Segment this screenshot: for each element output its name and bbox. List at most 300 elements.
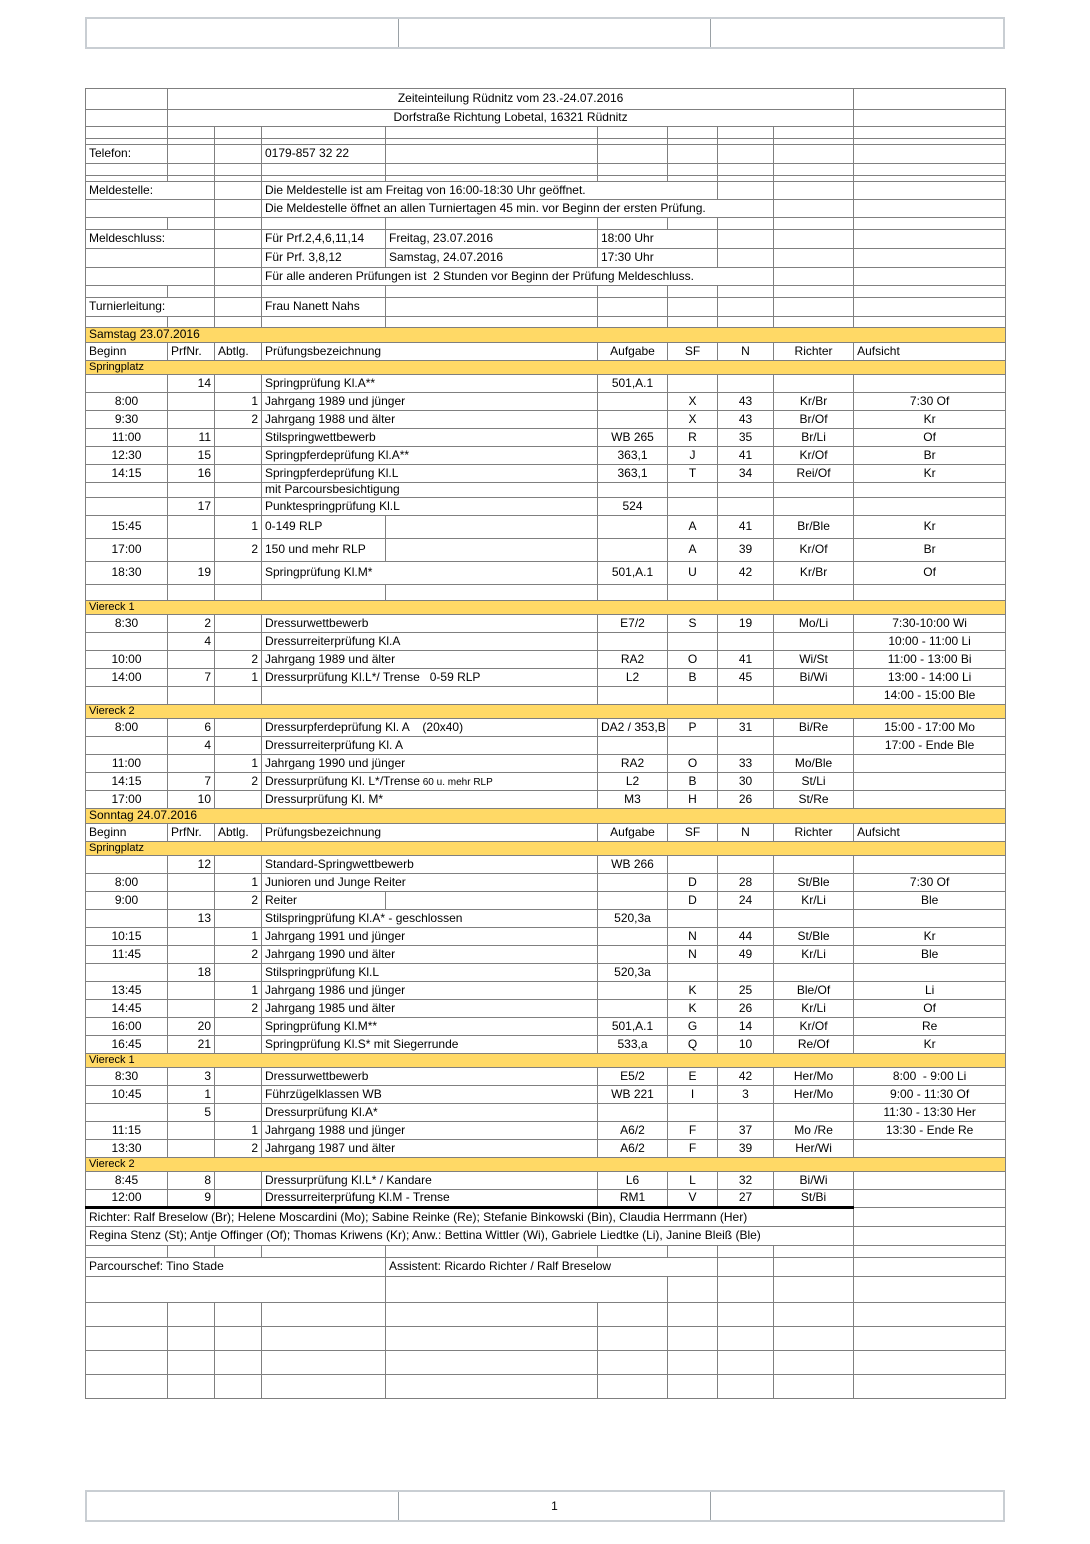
cell-sf bbox=[668, 737, 718, 755]
info-cell bbox=[774, 268, 854, 286]
schedule-row bbox=[86, 1086, 1006, 1104]
cell-sf: P bbox=[668, 719, 718, 737]
cell-aufgabe: 363,1 bbox=[598, 465, 668, 483]
cell-n: 44 bbox=[718, 928, 774, 946]
cell-prfnr: 21 bbox=[168, 1036, 215, 1054]
cell-sf bbox=[668, 633, 718, 651]
cell-prfnr bbox=[168, 1122, 215, 1140]
cell-aufsicht: 11:30 - 13:30 Her bbox=[854, 1104, 1006, 1122]
info-cell: Für Prf.2,4,6,11,14 bbox=[262, 230, 386, 249]
cell-richter: Wi/St bbox=[774, 651, 854, 669]
empty-cell bbox=[718, 1351, 774, 1375]
cell-pruefung: Stilspringwettbewerb bbox=[262, 429, 598, 447]
empty-cell bbox=[668, 164, 718, 176]
cell-sf: J bbox=[668, 447, 718, 465]
cell-beginn: 14:15 bbox=[86, 465, 168, 483]
empty-cell bbox=[718, 1327, 774, 1351]
cell-sf: Q bbox=[668, 1036, 718, 1054]
cell-richter: Re/Of bbox=[774, 1036, 854, 1054]
band-label: Springplatz bbox=[86, 361, 1006, 375]
empty-cell bbox=[86, 286, 168, 298]
cell-sf: G bbox=[668, 1018, 718, 1036]
cell-pruefung: Dressurprüfung Kl.L* / Kandare bbox=[262, 1172, 598, 1190]
cell-n: 14 bbox=[718, 1018, 774, 1036]
info-cell bbox=[598, 145, 668, 164]
info-cell bbox=[774, 200, 854, 218]
cell-sf: B bbox=[668, 773, 718, 791]
cell-pruefung: Junioren und Junge Reiter bbox=[262, 874, 598, 892]
info-cell bbox=[718, 298, 774, 317]
cell-pruefung: Jahrgang 1988 und jünger bbox=[262, 1122, 598, 1140]
column-header: N bbox=[718, 343, 774, 361]
cell-abtlg bbox=[215, 1190, 262, 1208]
footer-right-cell bbox=[711, 1492, 1003, 1520]
empty-cell bbox=[668, 1351, 718, 1375]
cell-sf bbox=[668, 375, 718, 393]
cell-beginn: 11:15 bbox=[86, 1122, 168, 1140]
cell-pruefung: Jahrgang 1991 und jünger bbox=[262, 928, 598, 946]
cell-n: 24 bbox=[718, 892, 774, 910]
empty-cell bbox=[386, 317, 598, 328]
section-band bbox=[86, 809, 1006, 824]
empty-cell bbox=[262, 317, 386, 328]
cell-pruefung: Dressurreiterprüfung Kl.M - Trense bbox=[262, 1190, 598, 1208]
cell-abtlg bbox=[215, 562, 262, 585]
empty-row bbox=[86, 1351, 1006, 1375]
empty-cell bbox=[598, 286, 668, 298]
cell-richter: Br/Li bbox=[774, 429, 854, 447]
cell-pruefung: Jahrgang 1990 und älter bbox=[262, 946, 598, 964]
cell-richter bbox=[774, 687, 854, 705]
cell-aufsicht: Kr bbox=[854, 928, 1006, 946]
info-cell: Frau Nanett Nahs bbox=[262, 298, 386, 317]
empty-cell bbox=[215, 1327, 262, 1351]
cell-sf: L bbox=[668, 1172, 718, 1190]
cell-abtlg: 1 bbox=[215, 516, 262, 539]
schedule-row bbox=[86, 946, 1006, 964]
cell-pruefung: Dressurpferdeprüfung Kl. A (20x40) bbox=[262, 719, 598, 737]
cell-richter: Kr/Br bbox=[774, 562, 854, 585]
cell-aufsicht bbox=[854, 1172, 1006, 1190]
empty-cell bbox=[854, 317, 1006, 328]
info-cell bbox=[668, 1277, 718, 1303]
cell-sf: V bbox=[668, 1190, 718, 1208]
cell-pruefung: Jahrgang 1988 und älter bbox=[262, 411, 598, 429]
cell-richter: Rei/Of bbox=[774, 465, 854, 483]
empty-row bbox=[86, 585, 1006, 601]
empty-cell bbox=[86, 1375, 168, 1399]
cell-pruefung: Springprüfung Kl.M** bbox=[262, 1018, 598, 1036]
cell-prfnr: 19 bbox=[168, 562, 215, 585]
cell-richter: Bi/Wi bbox=[774, 669, 854, 687]
cell-pruefung: Dressurwettbewerb bbox=[262, 1068, 598, 1086]
cell-n bbox=[718, 964, 774, 982]
empty-cell bbox=[718, 317, 774, 328]
cell-prfnr: 18 bbox=[168, 964, 215, 982]
cell-n: 39 bbox=[718, 1140, 774, 1158]
info-cell bbox=[854, 230, 1006, 249]
empty-cell bbox=[718, 164, 774, 176]
cell-richter: Kr/Br bbox=[774, 393, 854, 411]
cell-pruefung: 150 und mehr RLP bbox=[262, 539, 386, 562]
band-label: Sonntag 24.07.2016 bbox=[86, 809, 1006, 824]
empty-cell bbox=[668, 585, 718, 601]
empty-cell bbox=[774, 286, 854, 298]
empty-cell bbox=[168, 1327, 215, 1351]
cell-prfnr bbox=[168, 874, 215, 892]
cell-prfnr: 20 bbox=[168, 1018, 215, 1036]
cell-richter: St/Ble bbox=[774, 874, 854, 892]
info-cell bbox=[86, 89, 168, 110]
cell-n bbox=[718, 498, 774, 516]
cell-beginn bbox=[86, 737, 168, 755]
cell-aufsicht: Of bbox=[854, 429, 1006, 447]
cell-abtlg: 1 bbox=[215, 669, 262, 687]
info-cell bbox=[854, 200, 1006, 218]
cell-aufsicht: Kr bbox=[854, 411, 1006, 429]
info-cell bbox=[215, 230, 262, 249]
cell-aufsicht: Kr bbox=[854, 516, 1006, 539]
cell-prfnr: 7 bbox=[168, 669, 215, 687]
empty-cell bbox=[718, 127, 774, 139]
info-cell bbox=[774, 145, 854, 164]
empty-cell bbox=[774, 1246, 854, 1258]
info-row bbox=[86, 1277, 1006, 1303]
cell-sf bbox=[668, 856, 718, 874]
cell-n: 10 bbox=[718, 1036, 774, 1054]
cell-abtlg: 1 bbox=[215, 1122, 262, 1140]
cell-beginn bbox=[86, 1104, 168, 1122]
schedule-row bbox=[86, 375, 1006, 393]
cell-n: 33 bbox=[718, 755, 774, 773]
cell-aufsicht: 9:00 - 11:30 Of bbox=[854, 1086, 1006, 1104]
cell-aufgabe bbox=[598, 516, 668, 539]
cell-n: 25 bbox=[718, 982, 774, 1000]
empty-cell bbox=[215, 585, 262, 601]
cell-beginn: 9:00 bbox=[86, 892, 168, 910]
empty-cell bbox=[215, 286, 262, 298]
cell-prfnr: 3 bbox=[168, 1068, 215, 1086]
cell-pruefung: Dressurreiterprüfung Kl.A bbox=[262, 633, 598, 651]
cell-prfnr bbox=[168, 411, 215, 429]
cell-aufsicht bbox=[854, 964, 1006, 982]
cell-pruefung: Stilspringprüfung Kl.L bbox=[262, 964, 598, 982]
cell-beginn: 10:15 bbox=[86, 928, 168, 946]
cell-prfnr bbox=[168, 755, 215, 773]
cell-prfnr bbox=[168, 483, 215, 498]
cell-prfnr bbox=[168, 982, 215, 1000]
page-header-bar bbox=[85, 17, 1005, 49]
cell-aufgabe: 501,A.1 bbox=[598, 1018, 668, 1036]
empty-cell bbox=[386, 585, 598, 601]
cell-n bbox=[718, 633, 774, 651]
cell-prfnr bbox=[168, 946, 215, 964]
cell-prfnr bbox=[168, 892, 215, 910]
cell-aufgabe: A6/2 bbox=[598, 1122, 668, 1140]
empty-row bbox=[86, 317, 1006, 328]
cell-aufsicht: Kr bbox=[854, 1036, 1006, 1054]
empty-cell bbox=[774, 1351, 854, 1375]
cell-aufsicht: Of bbox=[854, 562, 1006, 585]
cell-sf: E bbox=[668, 1068, 718, 1086]
cell-aufsicht: 10:00 - 11:00 Li bbox=[854, 633, 1006, 651]
empty-cell bbox=[854, 1246, 1006, 1258]
cell-richter bbox=[774, 910, 854, 928]
info-row bbox=[86, 182, 1006, 200]
schedule-row bbox=[86, 447, 1006, 465]
page-footer-bar bbox=[85, 1490, 1005, 1522]
empty-cell bbox=[598, 218, 668, 230]
cell-richter: Mo /Re bbox=[774, 1122, 854, 1140]
cell-abtlg: 2 bbox=[215, 411, 262, 429]
cell-aufsicht: Ble bbox=[854, 946, 1006, 964]
column-header: SF bbox=[668, 343, 718, 361]
column-header-row bbox=[86, 824, 1006, 842]
column-header: Aufsicht bbox=[854, 343, 1006, 361]
cell-aufsicht: Br bbox=[854, 539, 1006, 562]
cell-pruefung: Jahrgang 1989 und jünger bbox=[262, 393, 598, 411]
cell-n: 41 bbox=[718, 651, 774, 669]
info-cell bbox=[718, 182, 774, 200]
schedule-row bbox=[86, 964, 1006, 982]
empty-cell bbox=[668, 286, 718, 298]
empty-cell bbox=[854, 1327, 1006, 1351]
empty-cell bbox=[854, 585, 1006, 601]
column-header: Prüfungsbezeichnung bbox=[262, 343, 598, 361]
info-row bbox=[86, 1258, 1006, 1277]
empty-cell bbox=[854, 1351, 1006, 1375]
header-center-cell bbox=[399, 19, 711, 47]
empty-cell bbox=[168, 317, 215, 328]
info-cell bbox=[718, 230, 774, 249]
cell-aufsicht bbox=[854, 498, 1006, 516]
cell-n: 32 bbox=[718, 1172, 774, 1190]
cell-pruefung: Springpferdeprüfung Kl.A** bbox=[262, 447, 598, 465]
cell-beginn: 12:00 bbox=[86, 1190, 168, 1208]
cell-beginn: 14:45 bbox=[86, 1000, 168, 1018]
cell-pruefung: Führzügelklassen WB bbox=[262, 1086, 598, 1104]
schedule-row bbox=[86, 719, 1006, 737]
cell-prfnr: 12 bbox=[168, 856, 215, 874]
cell-pruefung: Dressurprüfung Kl.L*/ Trense 0-59 RLP bbox=[262, 669, 598, 687]
cell-pruefung: Jahrgang 1985 und älter bbox=[262, 1000, 598, 1018]
info-cell bbox=[854, 1227, 1006, 1246]
cell-pruefung: Jahrgang 1990 und jünger bbox=[262, 755, 598, 773]
cell-beginn: 8:30 bbox=[86, 1068, 168, 1086]
empty-cell bbox=[668, 1375, 718, 1399]
info-cell: Freitag, 23.07.2016 bbox=[386, 230, 598, 249]
cell-pruefung: Dressurprüfung Kl. M* bbox=[262, 791, 598, 809]
cell-n: 41 bbox=[718, 447, 774, 465]
column-header: Aufgabe bbox=[598, 343, 668, 361]
schedule-row bbox=[86, 1036, 1006, 1054]
cell-n: 35 bbox=[718, 429, 774, 447]
cell-abtlg bbox=[215, 498, 262, 516]
empty-cell bbox=[168, 127, 215, 139]
cell-aufsicht: 14:00 - 15:00 Ble bbox=[854, 687, 1006, 705]
empty-row bbox=[86, 127, 1006, 139]
empty-cell bbox=[168, 164, 215, 176]
cell-sf: D bbox=[668, 874, 718, 892]
cell-n bbox=[718, 910, 774, 928]
cell-sf: D bbox=[668, 892, 718, 910]
empty-cell bbox=[215, 127, 262, 139]
schedule-row bbox=[86, 393, 1006, 411]
schedule-row bbox=[86, 615, 1006, 633]
cell-abtlg: 2 bbox=[215, 1000, 262, 1018]
empty-cell bbox=[386, 286, 598, 298]
cell-beginn: 10:00 bbox=[86, 651, 168, 669]
cell-aufsicht: 8:00 - 9:00 Li bbox=[854, 1068, 1006, 1086]
cell-richter: Kr/Of bbox=[774, 1018, 854, 1036]
info-cell: Parcourschef: Tino Stade bbox=[86, 1258, 386, 1277]
cell-richter: Her/Mo bbox=[774, 1068, 854, 1086]
cell-beginn: 8:00 bbox=[86, 393, 168, 411]
info-cell bbox=[386, 145, 598, 164]
empty-row bbox=[86, 1246, 1006, 1258]
empty-cell bbox=[262, 218, 386, 230]
info-row bbox=[86, 1227, 1006, 1246]
cell-abtlg bbox=[215, 719, 262, 737]
schedule-row bbox=[86, 669, 1006, 687]
cell-aufsicht: 7:30-10:00 Wi bbox=[854, 615, 1006, 633]
info-row bbox=[86, 268, 1006, 286]
empty-cell bbox=[854, 286, 1006, 298]
empty-cell bbox=[774, 585, 854, 601]
cell-beginn bbox=[86, 498, 168, 516]
empty-cell bbox=[262, 585, 386, 601]
cell-n: 49 bbox=[718, 946, 774, 964]
info-cell bbox=[598, 298, 668, 317]
info-cell bbox=[86, 268, 215, 286]
cell-richter: Kr/Li bbox=[774, 892, 854, 910]
cell-prfnr: 2 bbox=[168, 615, 215, 633]
header-left-cell bbox=[87, 19, 399, 47]
info-cell bbox=[86, 110, 168, 127]
empty-cell bbox=[774, 164, 854, 176]
info-cell bbox=[774, 249, 854, 268]
cell-richter bbox=[774, 737, 854, 755]
cell-pruefung: Dressurreiterprüfung Kl. A bbox=[262, 737, 598, 755]
cell-pruefung-spill bbox=[386, 516, 598, 539]
cell-abtlg bbox=[215, 483, 262, 498]
cell-aufgabe bbox=[598, 393, 668, 411]
cell-prfnr bbox=[168, 1000, 215, 1018]
cell-richter: Bi/Re bbox=[774, 719, 854, 737]
cell-beginn: 13:30 bbox=[86, 1140, 168, 1158]
empty-cell bbox=[668, 317, 718, 328]
cell-abtlg bbox=[215, 687, 262, 705]
cell-sf: N bbox=[668, 928, 718, 946]
cell-n: 42 bbox=[718, 562, 774, 585]
info-cell bbox=[774, 230, 854, 249]
cell-richter: Mo/Li bbox=[774, 615, 854, 633]
cell-pruefung: Reiter bbox=[262, 892, 386, 910]
info-cell bbox=[854, 268, 1006, 286]
info-cell bbox=[854, 182, 1006, 200]
schedule-row bbox=[86, 856, 1006, 874]
empty-cell bbox=[598, 317, 668, 328]
cell-abtlg: 2 bbox=[215, 946, 262, 964]
cell-aufsicht bbox=[854, 755, 1006, 773]
empty-cell bbox=[774, 1303, 854, 1327]
cell-aufsicht bbox=[854, 483, 1006, 498]
info-cell bbox=[86, 200, 215, 218]
empty-cell bbox=[215, 218, 262, 230]
cell-pruefung: Springpferdeprüfung Kl.L bbox=[262, 465, 598, 483]
cell-pruefung: mit Parcoursbesichtigung bbox=[262, 483, 598, 498]
cell-abtlg bbox=[215, 465, 262, 483]
empty-cell bbox=[668, 1303, 718, 1327]
schedule-row bbox=[86, 910, 1006, 928]
empty-cell bbox=[386, 1375, 598, 1399]
info-cell: Dorfstraße Richtung Lobetal, 16321 Rüdnitz bbox=[168, 110, 854, 127]
empty-cell bbox=[86, 1351, 168, 1375]
empty-cell bbox=[718, 1246, 774, 1258]
cell-pruefung: Punktespringprüfung Kl.L bbox=[262, 498, 598, 516]
empty-cell bbox=[598, 1303, 668, 1327]
cell-richter: St/Bi bbox=[774, 1190, 854, 1208]
empty-cell bbox=[718, 218, 774, 230]
cell-richter bbox=[774, 964, 854, 982]
cell-aufgabe: DA2 / 353,B bbox=[598, 719, 668, 737]
column-header: Richter bbox=[774, 824, 854, 842]
cell-prfnr bbox=[168, 1140, 215, 1158]
cell-abtlg: 1 bbox=[215, 928, 262, 946]
column-header: Aufsicht bbox=[854, 824, 1006, 842]
cell-n: 31 bbox=[718, 719, 774, 737]
cell-aufgabe bbox=[598, 982, 668, 1000]
info-cell bbox=[854, 1208, 1006, 1227]
cell-aufsicht: Br bbox=[854, 447, 1006, 465]
cell-aufsicht: Of bbox=[854, 1000, 1006, 1018]
empty-cell bbox=[215, 1303, 262, 1327]
cell-pruefung-spill bbox=[386, 539, 598, 562]
cell-pruefung: Springprüfung Kl.S* mit Siegerrunde bbox=[262, 1036, 598, 1054]
empty-cell bbox=[168, 1351, 215, 1375]
cell-aufgabe: E7/2 bbox=[598, 615, 668, 633]
cell-sf: O bbox=[668, 651, 718, 669]
empty-cell bbox=[386, 1303, 598, 1327]
cell-aufgabe bbox=[598, 892, 668, 910]
cell-pruefung bbox=[262, 687, 598, 705]
empty-cell bbox=[718, 1303, 774, 1327]
empty-cell bbox=[86, 164, 168, 176]
info-cell: Richter: Ralf Breselow (Br); Helene Moscardini (Mo); Sabine Reinke (Re); Stefanie Binkowski (Bin), Claudia Herrmann (Her) bbox=[86, 1208, 854, 1227]
empty-cell bbox=[854, 164, 1006, 176]
section-band bbox=[86, 1054, 1006, 1068]
empty-cell bbox=[262, 1327, 386, 1351]
info-cell bbox=[854, 1277, 1006, 1303]
info-cell: Meldeschluss: bbox=[86, 230, 215, 249]
cell-aufgabe: L6 bbox=[598, 1172, 668, 1190]
empty-cell bbox=[598, 164, 668, 176]
cell-beginn bbox=[86, 633, 168, 651]
schedule-row bbox=[86, 539, 1006, 562]
schedule-row bbox=[86, 928, 1006, 946]
schedule-row bbox=[86, 892, 1006, 910]
cell-abtlg bbox=[215, 791, 262, 809]
cell-richter: St/Re bbox=[774, 791, 854, 809]
cell-beginn bbox=[86, 910, 168, 928]
cell-aufgabe: RM1 bbox=[598, 1190, 668, 1208]
info-cell: 18:00 Uhr bbox=[598, 230, 718, 249]
cell-beginn: 9:30 bbox=[86, 411, 168, 429]
column-header: N bbox=[718, 824, 774, 842]
empty-row bbox=[86, 286, 1006, 298]
cell-richter bbox=[774, 375, 854, 393]
cell-richter bbox=[774, 1104, 854, 1122]
